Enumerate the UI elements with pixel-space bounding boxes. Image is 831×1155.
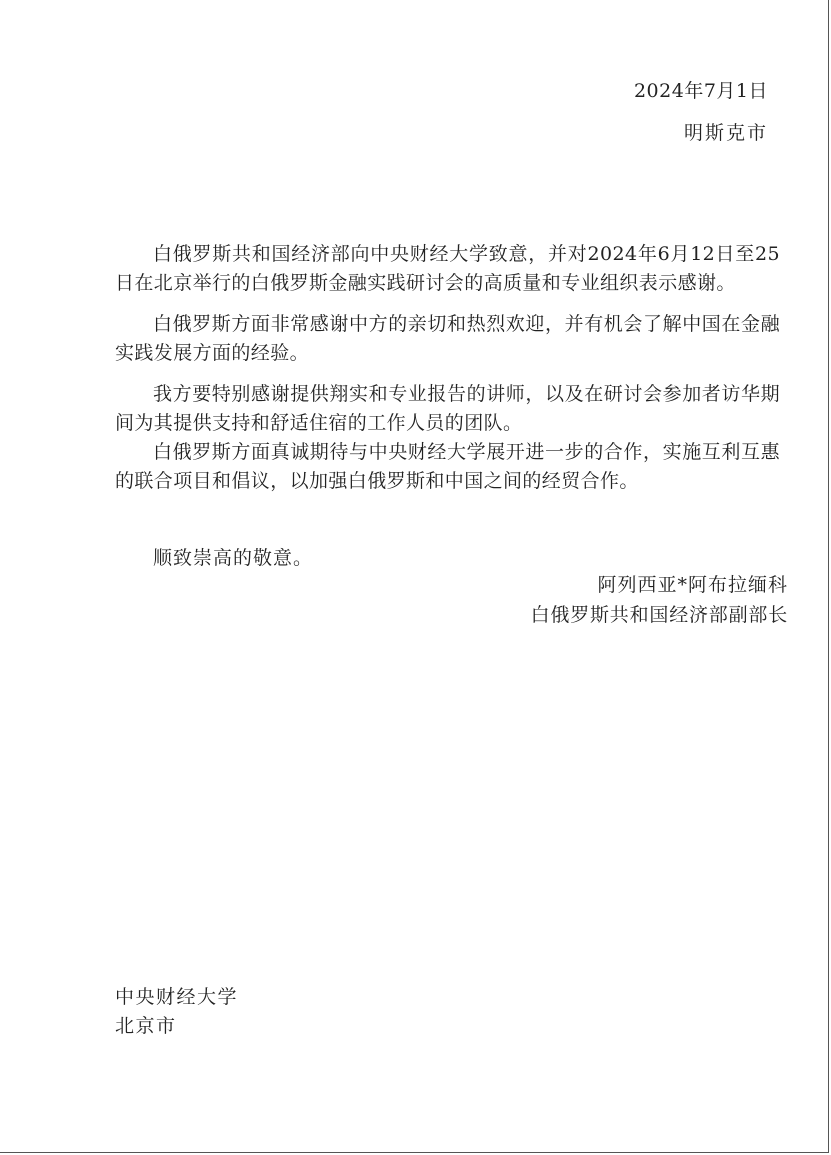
- recipient-organization: 中央财经大学: [115, 986, 239, 1008]
- letter-closing: 顺致崇高的敬意。: [153, 547, 314, 569]
- letter-place: 明斯克市: [683, 122, 768, 144]
- recipient-block: [115, 983, 238, 1041]
- signer-name: 阿列西亚*阿布拉缅科: [597, 574, 788, 596]
- letter-date: 2024年7月1日: [633, 80, 768, 102]
- paragraph-welcome: 白俄罗斯方面非常感谢中方的亲切和热烈欢迎，并有机会了解中国在金融实践发展方面的经验。: [115, 313, 780, 364]
- recipient-city: 北京市: [115, 1015, 177, 1037]
- paragraph-cooperation: 白俄罗斯方面真诚期待与中央财经大学展开进一步的合作，实施互利互惠的联合项目和倡议，以加强白俄罗斯和中国之间的经贸合作。: [115, 441, 780, 492]
- paragraph-gratitude: 白俄罗斯共和国经济部向中央财经大学致意，并对2024年6月12日至25日在北京举行的白俄罗斯金融实践研讨会的高质量和专业组织表示感谢。: [115, 243, 780, 294]
- signer-title: 白俄罗斯共和国经济部副部长: [530, 604, 788, 626]
- paragraph-lecturers: 我方要特别感谢提供翔实和专业报告的讲师，以及在研讨会参加者访华期间为其提供支持和舒适住宿的工作人员的团队。: [115, 383, 780, 434]
- letter-body: [115, 240, 780, 496]
